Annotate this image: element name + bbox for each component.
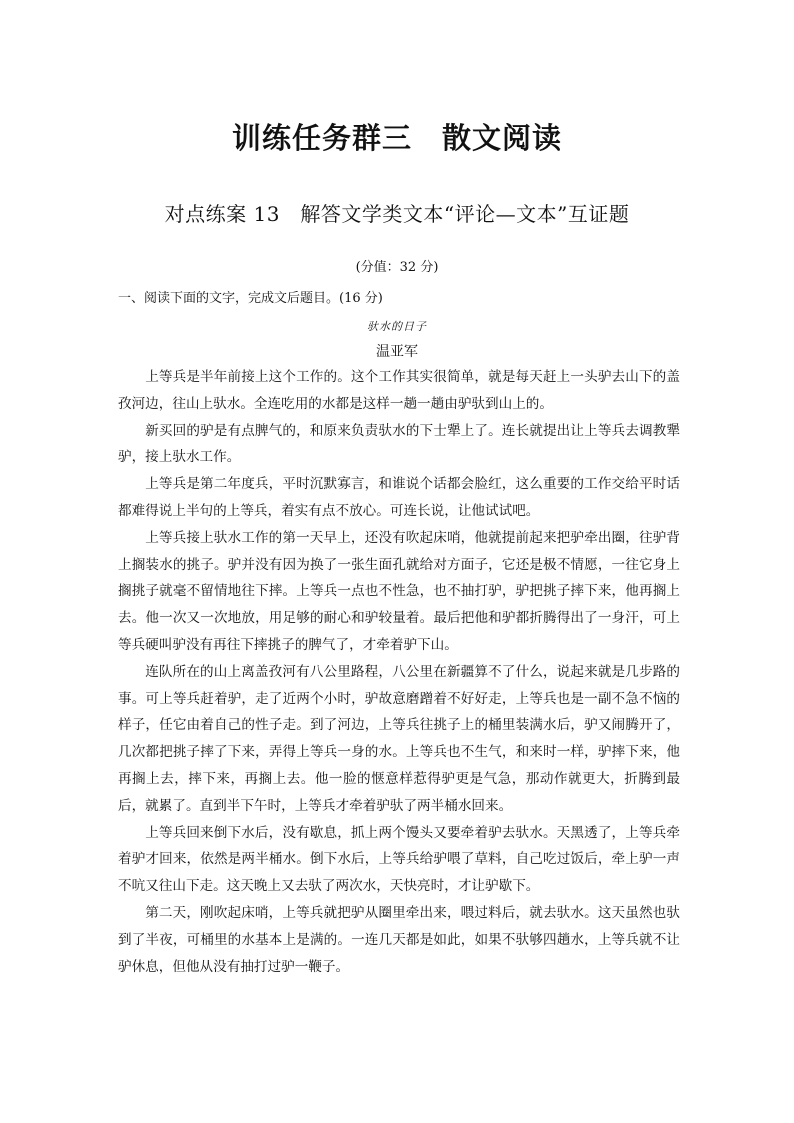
paragraph: 新买回的驴是有点脾气的，和原来负责驮水的下士犟上了。连长就提出让上等兵去调教犟驴，接上驮水工作。 bbox=[118, 422, 680, 466]
section-subtitle: 对点练案 13 解答文学类文本“评论—文本”互证题 bbox=[164, 202, 630, 226]
paragraph: 连队所在的山上离盖孜河有八公里路程，八公里在新疆算不了什么，说起来就是几步路的事。可上等兵赶着驴，走了近两个小时，驴故意磨蹭着不好好走，上等兵也是一副不急不恼的样子，任它由着自己的性子走。到了河边，上等兵往挑子上的桶里装满水后，驴又闹腾开了，几次都把挑子摔了下来，弄得上等兵一身的水。上等兵也不生气，和来时一样，驴摔下来，他再搁上去，摔下来，再搁上去。他一脸的惬意样惹得驴更是气急，那动作就更大，折腾到最后，就累了。直到半下午时，上等兵才牵着驴驮了两半桶水回来。 bbox=[118, 663, 680, 814]
article-author: 温亚军 bbox=[376, 344, 418, 360]
question-prompt: 一、阅读下面的文字，完成文后题目。(16 分) bbox=[118, 291, 383, 306]
page-title: 训练任务群三 散文阅读 bbox=[231, 121, 562, 155]
article-title: 驮水的日子 bbox=[367, 320, 427, 333]
score-note: (分值：32 分) bbox=[355, 260, 439, 275]
paragraph: 上等兵是第二年度兵，平时沉默寡言，和谁说个话都会脸红，这么重要的工作交给平时话都难得说上半句的上等兵，着实有点不放心。可连长说，让他试试吧。 bbox=[118, 476, 680, 519]
paragraph: 上等兵是半年前接上这个工作的。这个工作其实很简单，就是每天赶上一头驴去山下的盖孜河边，往山上驮水。全连吃用的水都是这样一趟一趟由驴驮到山上的。 bbox=[118, 369, 680, 412]
paragraph: 上等兵回来倒下水后，没有歇息，抓上两个馒头又要牵着驴去驮水。天黑透了，上等兵牵着驴才回来，依然是两半桶水。倒下水后，上等兵给驴喂了草料，自己吃过饭后，牵上驴一声不吭又往山下走。这天晚上又去驮了两次水，天快亮时，才让驴歇下。 bbox=[118, 824, 680, 895]
article-body bbox=[118, 364, 680, 980]
paragraph: 上等兵接上驮水工作的第一天早上，还没有吹起床哨，他就提前起来把驴牵出圈，往驴背上搁装水的挑子。驴并没有因为换了一张生面孔就给对方面子，它还是极不情愿，一往它身上搁挑子就毫不留情地往下摔。上等兵一点也不性急，也不抽打驴，驴把挑子摔下来，他再搁上去。他一次又一次地放，用足够的耐心和驴较量着。最后把他和驴都折腾得出了一身汗，可上等兵硬叫驴没有再往下摔挑子的脾气了，才牵着驴下山。 bbox=[118, 529, 680, 653]
paragraph: 第二天，刚吹起床哨，上等兵就把驴从圈里牵出来，喂过料后，就去驮水。这天虽然也驮到了半夜，可桶里的水基本上是满的。一连几天都是如此，如果不驮够四趟水，上等兵就不让驴休息，但他从没有抽打过驴一鞭子。 bbox=[118, 904, 680, 975]
